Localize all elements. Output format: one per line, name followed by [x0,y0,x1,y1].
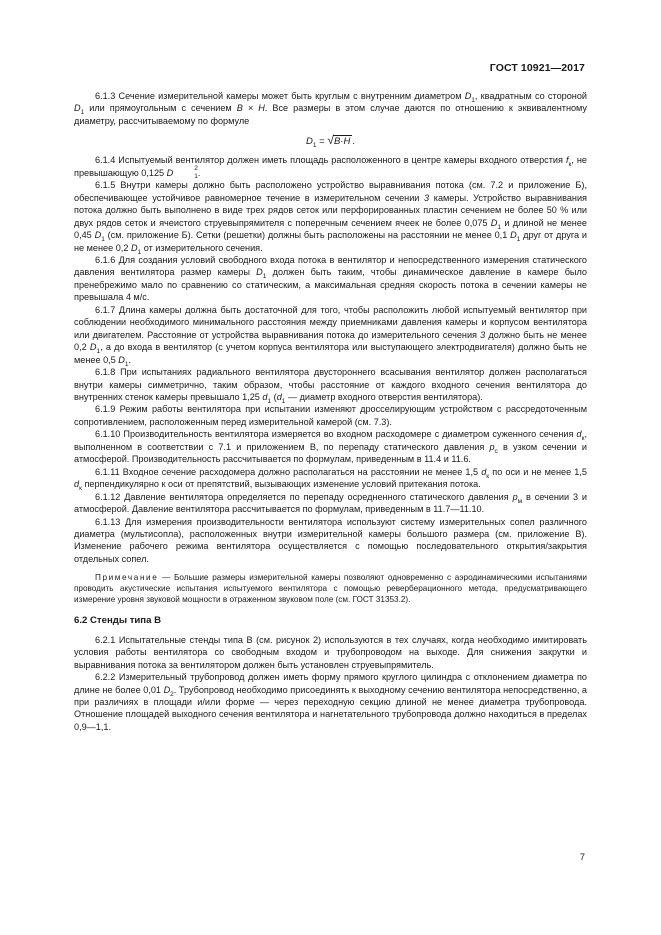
paragraph-6-1-13: 6.1.13 Для измерения производительности вентилятора используют систему измерительных сопел различного диаметра (мультисопла), расположенных внутри измерительной камеры большого размера (см. приложение В). Изменение рабочего режима вентилятора осуществляется с помощью последовательного открытия/закрытия отдельных сопел. [74,516,587,564]
paragraph-6-1-3: 6.1.3 Сечение измерительной камеры может быть круглым с внутренним диаметром $D_1$, квадратным со стороной $D_1$ или прямоугольным с сечением B × H. Все размеры в этом случае даются по отношению к эквивалентному диаметру, рассчитываемому по формуле [74,91,587,126]
paragraph-6-1-4: 6.1.4 Испытуемый вентилятор должен иметь площадь расположенного в центре камеры входного отверстия $f_к$, не превышающую 0,125 D 2 1 . [74,155,587,181]
paragraph-6-2-1: 6.2.1 Испытательные стенды типа В (см. рисунок 2) используются в тех случаях, когда необходимо имитировать условия работы вентилятора со свободным входом и трубопроводом на выходе. Для снижения закрутки и выравнивания потока за вентилятором должен быть установлен струевыпрямитель. [74,634,587,670]
paragraph-6-1-9: 6.1.9 Режим работы вентилятора при испытании изменяют дросселирующим устройством с рассредоточенным сопротивлением, расположенным перед измерительной камерой (см. 7.3). [74,404,587,427]
paragraph-6-2-2: 6.2.2 Измерительный трубопровод должен иметь форму прямого круглого цилиндра с отклонением диаметра по длине не более 0,01 $D_2$. Трубопровод необходимо присоединять к выходному сечению вентилятора непосредственно, а при различиях в площади и/или форме — через переходную секцию длиной не менее диаметра трубопровода. Отношение площадей выходного сечения вентилятора и нагнетательного трубопровода должно находиться в пределах 0,9—1,1. [74,672,587,732]
paragraph-6-1-5: 6.1.5 Внутри камеры должно быть расположено устройство выравнивания потока (см. 7.2 и приложение Б), обеспечивающее устойчивое равномерное течение в измерительном сечении 3 камеры. Устройство выравнивания потока должно быть выполнено в виде трех рядов сеток или перфорированных пластин сечением не более 50 % или двух рядов сеток и ячеистого струевыпрямителя с поперечным сечением ячеек не более 0,075 $D_1$ и длиной не менее 0,45 $D_1$ (см. приложение Б). Сетки (решетки) должны быть расположены на расстоянии не менее 0,1 $D_1$ друг от друга и не менее 0,2 $D_1$ от измерительного сечения. [74,180,587,256]
note-label: Примечание [95,573,159,583]
document-header: ГОСТ 10921—2017 [489,62,585,74]
paragraph-6-1-7: 6.1.7 Длина камеры должна быть достаточной для того, чтобы расположить любой испытуемый вентилятор при соблюдении необходимого минимального расстояния между приемниками давления камеры и корпусом вентилятора или двигателем. Расстояние от устройства выравнивания потока до измерительного сечения 3 должно быть не менее 0,2 $D_1$, а до входа в вентилятор (с учетом корпуса вентилятора или выступающего электродвигателя) должно быть не менее 0,5 $D_1$. [74,304,587,368]
paragraph-6-1-8: 6.1.8 При испытаниях радиального вентилятора двустороннего всасывания вентилятор должен располагаться внутри камеры симметрично, таким образом, чтобы расстояние от каждого входного сечения вентилятора до внутренних стенок камеры превышало 1,25 $d_1$ ($d_1$ — диаметр входного отверстия вентилятора). [74,367,587,405]
radical-icon: √ [327,133,334,148]
section-title-6-2: 6.2 Стенды типа В [74,615,162,627]
paragraph-6-1-12: 6.1.12 Давление вентилятора определяется по перепаду осредненного статического давления $p_м$ в сечении 3 и атмосферой. Давление вентилятора рассчитывается по формулам, приведенным в 11.7—11.10. [74,491,587,515]
paragraph-6-1-11: 6.1.11 Входное сечение расходомера должно располагаться на расстоянии не менее 1,5 $d_к$ по оси и не менее 1,5 $d_к$ перпендикулярно к оси от препятствий, вызывающих изменение условий притекания потока. [74,466,587,492]
page-number: 7 [579,852,585,863]
note: Примечание — Большие размеры измерительной камеры позволяют одновременно с аэродинамическими испытаниями проводить акустические испытания испытуемого вентилятора с помощью реверберационного метода, предусматривающего измерение уровня звуковой мощности в отраженном звуковом поле (см. ГОСТ 31353.2). [74,573,587,605]
document-body [74,90,587,733]
formula-equivalent-diameter: $D_1 = √B\cdot H$ . [306,133,355,150]
paragraph-6-1-10: 6.1.10 Производительность вентилятора измеряется во входном расходомере с диаметром суженного сечения $d_к$, выполненном в соответствии с 7.1 и приложением В, по перепаду статического давления $p_с$ в узком сечении и атмосферой. Производительность рассчитывается по формулам, приведенным в 11.4 и 11.6. [74,429,587,465]
paragraph-6-1-6: 6.1.6 Для создания условий свободного входа потока в вентилятор и непосредственного измерения статического давления вентилятора размер камеры $D_1$ должен быть таким, чтобы динамическое давление в камере было пренебрежимо мало по сравнению со статическим, а максимальная средняя скорость потока в сечении камеры не превышала 4 м/с. [74,254,587,303]
